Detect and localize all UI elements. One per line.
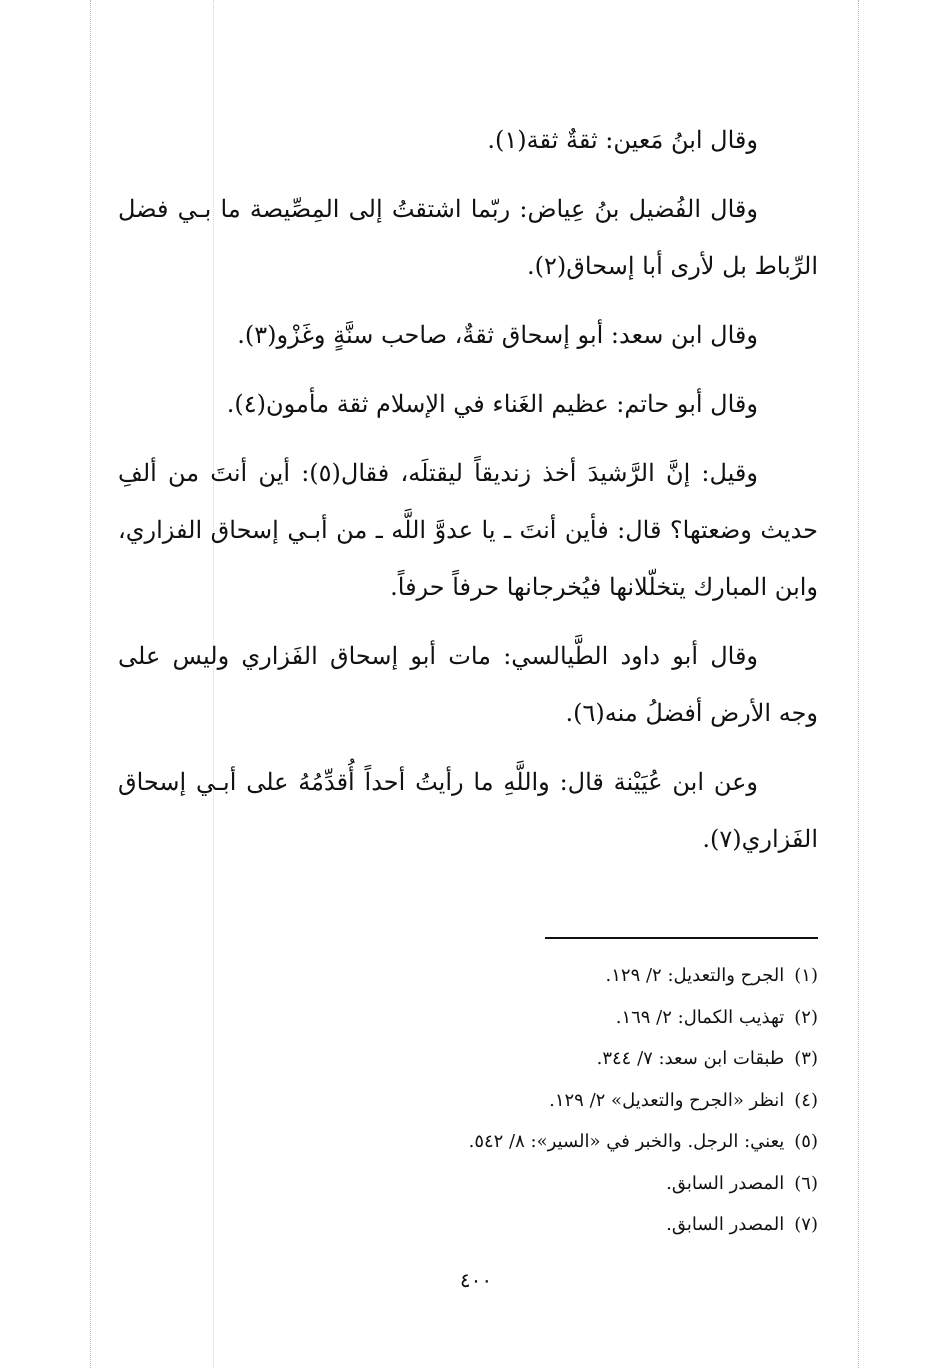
paragraph-abu-hatim: وقال أبو حاتم: عظيم الغَناء في الإسلام ثقة مأمون(٤). <box>226 390 758 418</box>
paragraph-ibn-saad: وقال ابن سعد: أبو إسحاق ثقةٌ، صاحب سنَّةٍ وغَزْو(٣). <box>237 321 758 349</box>
footnotes-list <box>298 955 818 1246</box>
paragraph-fudayl: وقال الفُضيل بنُ عِياض: ربّما اشتقتُ إلى المِصِّيصة ما بـي فضل الرِّباط بل لأرى أبا إسحاق(٢). <box>118 195 818 280</box>
footnote-number: (٢) <box>794 1006 818 1028</box>
footnote-separator <box>545 937 818 939</box>
paragraph-ibn-maeen: وقال ابنُ مَعين: ثقةٌ ثقة(١). <box>487 126 758 154</box>
footnote-text: انظر «الجرح والتعديل» ٢/ ١٢٩. <box>549 1089 785 1111</box>
footnote-text: تهذيب الكمال: ٢/ ١٦٩. <box>615 1006 785 1028</box>
footnote-text: طبقات ابن سعد: ٧/ ٣٤٤. <box>596 1048 785 1069</box>
footnote-text: المصدر السابق. <box>666 1214 785 1235</box>
footnote-number: (٧) <box>794 1214 818 1235</box>
footnote-number: (١) <box>794 965 818 986</box>
page-body <box>118 112 818 880</box>
page-number: ٤٠٠ <box>459 1268 493 1292</box>
footnote-item <box>298 1121 818 1163</box>
footnote-item <box>298 1080 818 1122</box>
paragraph-rashid: وقيل: إنَّ الرَّشيدَ أخذ زنديقاً ليقتلَه، فقال(٥): أين أنتَ من ألفِ حديث وضعتها؟ قال: فأين أنتَ ـ يا عدوَّ اللَّه ـ من أبـي إسحاق الفزاري، وابن المبارك يتخلّلانها فيُخرجانها حرفاً حرفاً. <box>118 459 818 601</box>
footnote-number: (٦) <box>794 1172 818 1194</box>
footnote-number: (٤) <box>794 1089 818 1111</box>
footnote-text: الجرح والتعديل: ٢/ ١٢٩. <box>605 965 785 986</box>
margin-guide-right <box>858 0 859 1368</box>
footnote-number: (٣) <box>794 1048 818 1069</box>
margin-guide-left <box>90 0 91 1368</box>
paragraph-ibn-uyayna: وعن ابن عُيَيْنة قال: واللَّهِ ما رأيتُ أحداً أُقدِّمُهُ على أبـي إسحاق الفَزاري(٧). <box>118 768 818 853</box>
footnote-item <box>298 1204 818 1246</box>
footnote-item <box>298 1038 818 1080</box>
footnote-text: يعني: الرجل. والخبر في «السير»: ٨/ ٥٤٢. <box>468 1131 785 1152</box>
footnote-item <box>298 1163 818 1205</box>
footnote-text: المصدر السابق. <box>666 1172 785 1194</box>
footnote-number: (٥) <box>794 1131 818 1152</box>
paragraph-tayalisi: وقال أبو داود الطَّيالسي: مات أبو إسحاق الفَزاري وليس على وجه الأرض أفضلُ منه(٦). <box>118 642 818 727</box>
footnote-item <box>298 997 818 1039</box>
footnote-item <box>298 955 818 997</box>
